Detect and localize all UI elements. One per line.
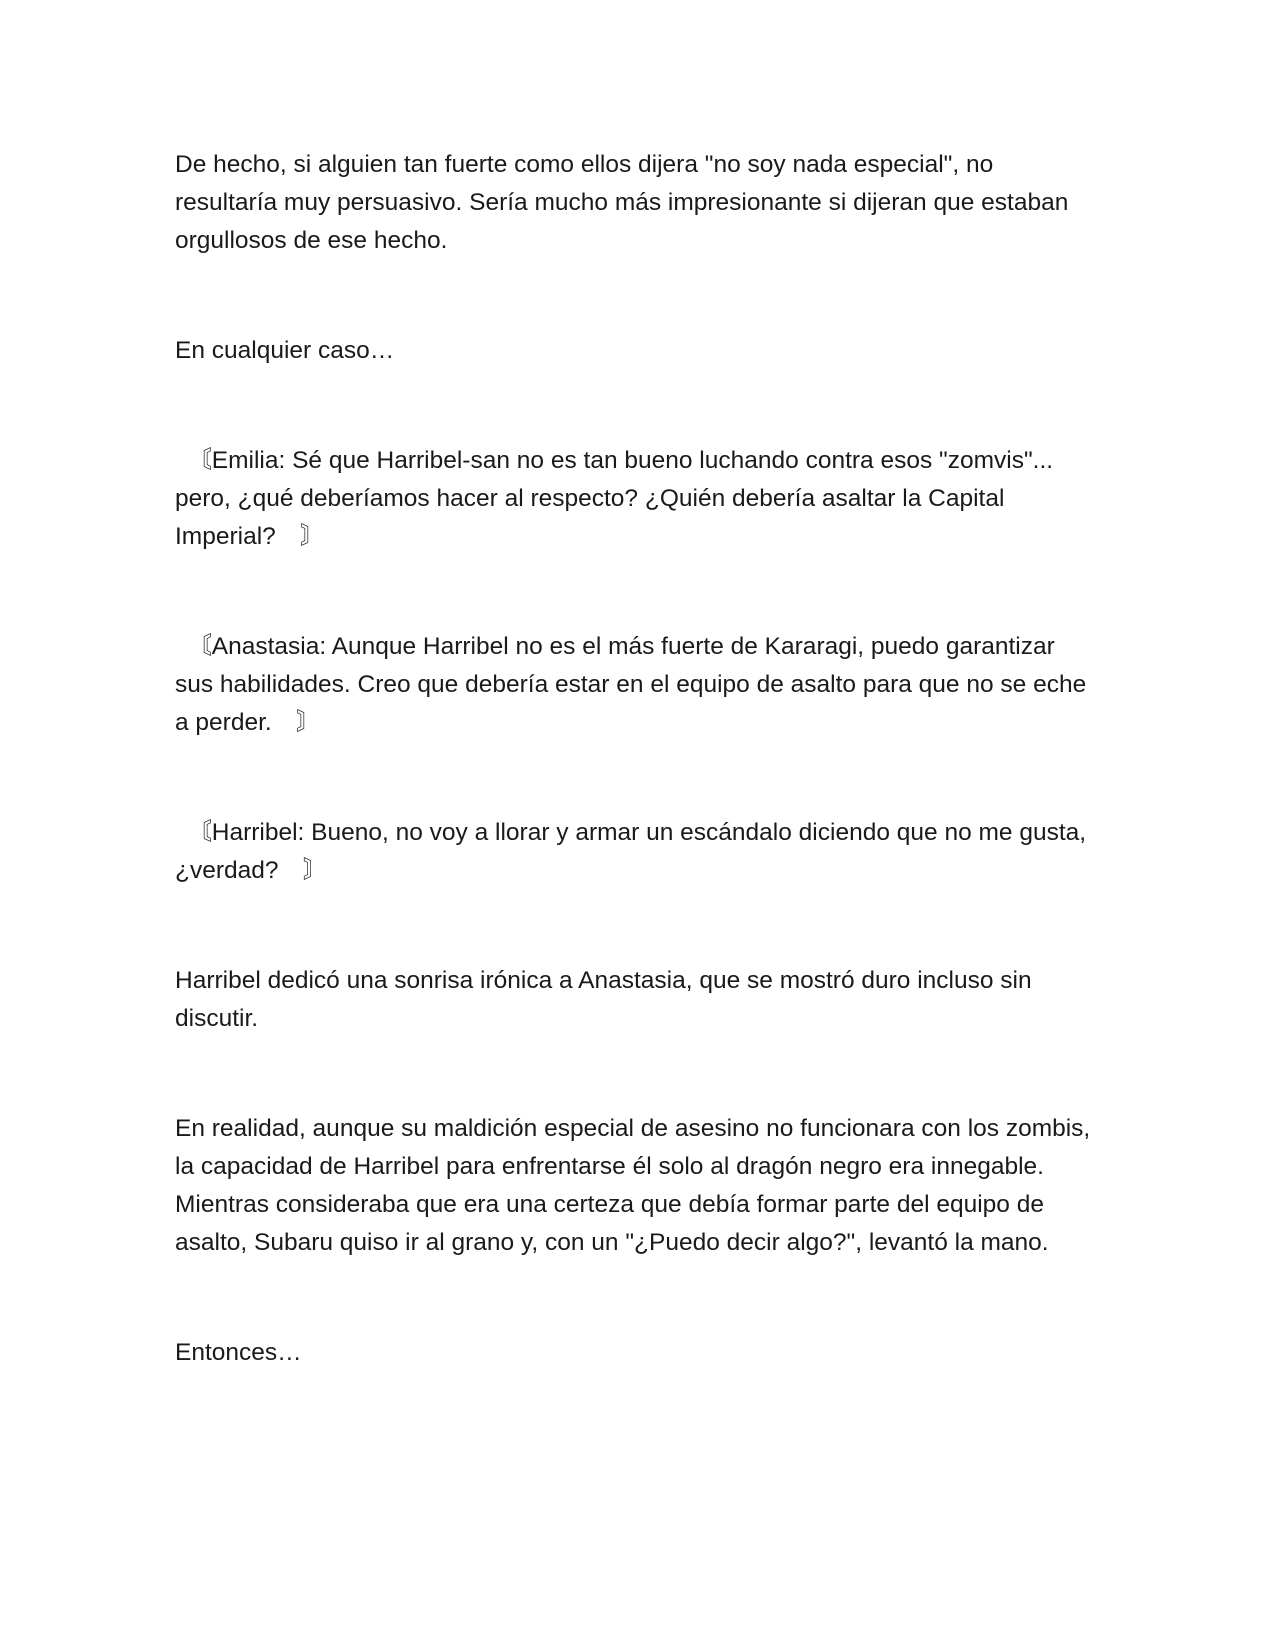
document-body <box>175 146 1098 1372</box>
dialogue-emilia: 〘Emilia: Sé que Harribel-san no es tan bueno luchando contra esos "zomvis"... pero, ¿qué deberíamos hacer al respecto? ¿Quién debería asaltar la Capital Imperial? 〙 <box>175 447 1060 550</box>
paragraph-6: Harribel dedicó una sonrisa irónica a Anastasia, que se mostró duro incluso sin discutir. <box>175 967 1039 1032</box>
paragraph-7: En realidad, aunque su maldición especial de asesino no funcionara con los zombis, la capacidad de Harribel para enfrentarse él solo al dragón negro era innegable. Mientras consideraba que era una certeza que debía formar parte del equipo de asalto, Subaru quiso ir al grano y, con un "¿Puedo decir algo?", levantó la mano. <box>175 1115 1098 1256</box>
paragraph-1: De hecho, si alguien tan fuerte como ellos dijera "no soy nada especial", no resultaría muy persuasivo. Sería mucho más impresionante si dijeran que estaban orgullosos de ese hecho. <box>175 151 1076 254</box>
dialogue-anastasia: 〘Anastasia: Aunque Harribel no es el más fuerte de Kararagi, puedo garantizar sus habilidades. Creo que debería estar en el equipo de asalto para que no se eche a perder. 〙 <box>175 633 1094 736</box>
dialogue-harribel: 〘Harribel: Bueno, no voy a llorar y armar un escándalo diciendo que no me gusta, ¿verdad? 〙 <box>175 819 1093 884</box>
paragraph-2: En cualquier caso… <box>175 337 395 364</box>
paragraph-8: Entonces… <box>175 1339 302 1366</box>
